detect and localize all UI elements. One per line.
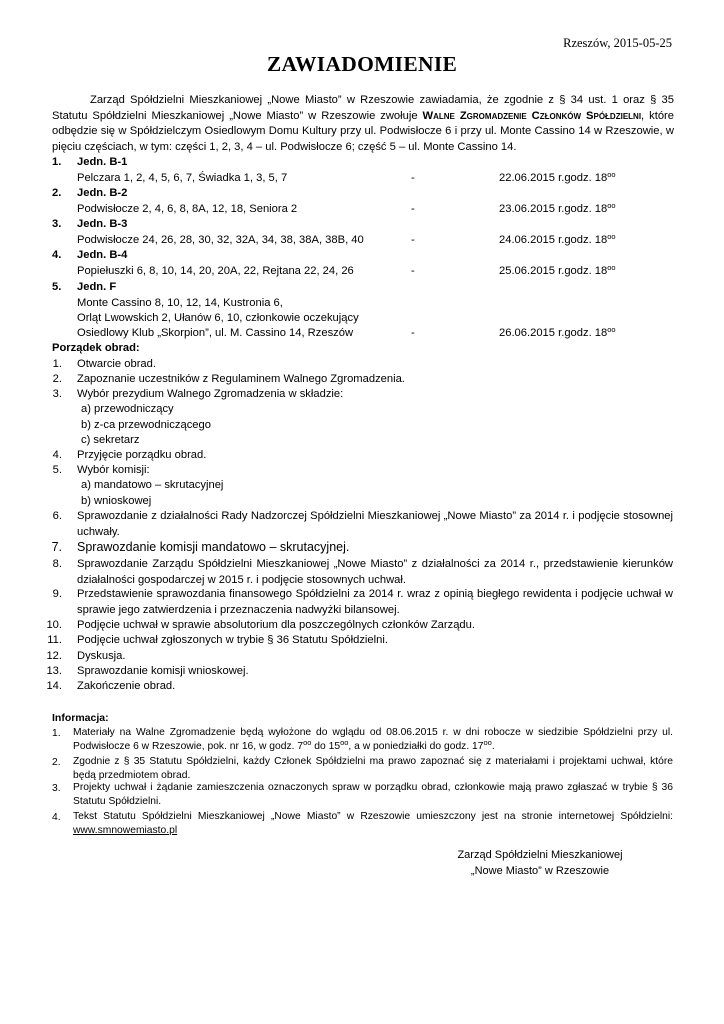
unit-number: 1. bbox=[52, 156, 62, 168]
signature-block bbox=[440, 848, 640, 879]
signature-line: Zarząd Spółdzielni Mieszkaniowej bbox=[457, 849, 623, 861]
unit-number: 4. bbox=[52, 249, 62, 261]
unit-dash: - bbox=[411, 265, 415, 277]
unit-name: Jedn. B-2 bbox=[77, 187, 128, 199]
unit-number: 5. bbox=[52, 281, 62, 293]
unit-date: 24.06.2015 r.godz. $18^{oo}$ bbox=[499, 232, 616, 246]
intro-paragraph bbox=[52, 93, 674, 155]
unit-name: Jedn. F bbox=[77, 281, 117, 293]
unit-streets: Monte Cassino 8, 10, 12, 14, Kustronia 6, bbox=[77, 297, 283, 309]
info-heading: Informacja: bbox=[52, 712, 109, 724]
document-date: Rzeszów, 2015-05-25 bbox=[563, 36, 672, 50]
unit-date: 23.06.2015 r.godz. $18^{oo}$ bbox=[499, 201, 616, 215]
unit-date: 25.06.2015 r.godz. $18^{oo}$ bbox=[499, 263, 616, 277]
intro-text-1: Zarząd Spółdzielni Mieszkaniowej „Nowe Miasto” w Rzeszowie zawiadamia, że zgodnie z § 34 ust. 1 oraz § 35 Statutu Spółdzielni Mieszkaniowej „Nowe Miasto” w Rzeszowie zwołuje bbox=[52, 94, 674, 122]
unit-streets: Podwisłocze 2, 4, 6, 8, 8A, 12, 18, Seniora 2 bbox=[77, 203, 298, 215]
unit-streets: Orląt Lwowskich 2, Ułanów 6, 10, członkowie oczekujący bbox=[77, 312, 359, 324]
agenda-heading: Porządek obrad: bbox=[52, 342, 140, 354]
page-title: ZAWIADOMIENIE bbox=[266, 52, 458, 76]
unit-name: Jedn. B-4 bbox=[77, 249, 128, 261]
unit-name: Jedn. B-3 bbox=[77, 218, 128, 230]
unit-date: 22.06.2015 r.godz. $18^{oo}$ bbox=[499, 170, 616, 184]
unit-date: 26.06.2015 r.godz. $18^{oo}$ bbox=[499, 325, 616, 339]
signature-line: „Nowe Miasto” w Rzeszowie bbox=[470, 864, 610, 877]
unit-dash: - bbox=[411, 172, 415, 184]
unit-streets: Pelczara 1, 2, 4, 5, 6, 7, Świadka 1, 3, 5, 7 bbox=[77, 172, 288, 184]
intro-highlight: Walne Zgromadzenie Członków Spółdzielni bbox=[422, 109, 642, 122]
unit-dash: - bbox=[411, 327, 415, 339]
unit-streets: Osiedlowy Klub „Skorpion”, ul. M. Cassino 14, Rzeszów bbox=[77, 327, 354, 339]
unit-number: 2. bbox=[52, 187, 62, 199]
intro-text-2: , które odbędzie się w Spółdzielczym Osiedlowym Domu Kultury przy ul. Podwisłocze 6 i przy ul. Monte Cassino 14 w Rzeszowie, w pięciu częściach, w tym: części 1, 2, 3, 4 – ul. Podwisłocze 6; część 5 – ul. Monte Cassino 14. bbox=[52, 109, 674, 153]
unit-dash: - bbox=[411, 203, 415, 215]
website-link[interactable]: www.smnowemiasto.pl bbox=[73, 825, 178, 836]
unit-dash: - bbox=[411, 234, 415, 246]
unit-streets: Podwisłocze 24, 26, 28, 30, 32, 32A, 34, 38, 38A, 38B, 40 bbox=[77, 234, 364, 246]
unit-name: Jedn. B-1 bbox=[77, 156, 128, 168]
unit-number: 3. bbox=[52, 218, 62, 230]
unit-streets: Popiełuszki 6, 8, 10, 14, 20, 20A, 22, Rejtana 22, 24, 26 bbox=[77, 265, 354, 277]
